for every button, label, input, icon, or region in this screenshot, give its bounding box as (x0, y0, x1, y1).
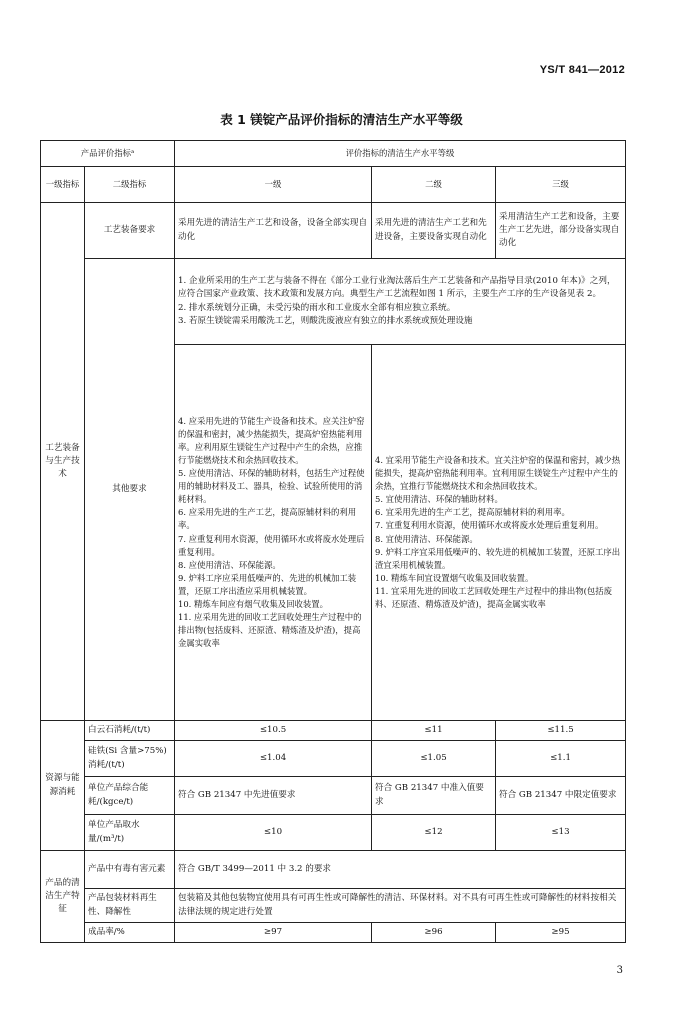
common-requirements (175, 259, 626, 345)
water-level2: ≤12 (372, 815, 496, 851)
list-item: 1. 企业所采用的生产工艺与装备不得在《部分工业行业淘汰落后生产工艺装备和产品指导目录(2010 年本)》之列，应符合国家产业政策、技术政策和发展方向。典型生产工艺流程如图 1 所示，主要生产工序的生产设备见表 2。 (178, 275, 616, 300)
header-level-group: 评价指标的清洁生产水平等级 (175, 141, 626, 167)
list-item: 11. 应采用先进的回收工艺回收处理生产过程中的排出物(包括废料、还原渣、精炼渣及炉渣)，提高金属实收率 (178, 611, 362, 648)
section-resource: 资源与能源消耗 (41, 721, 85, 851)
page-number: 3 (616, 965, 623, 976)
list-item: 11. 宜采用先进的回收工艺回收处理生产过程中的排出物(包括废料、还原渣、精炼渣及炉渣)，提高金属实收率 (375, 585, 612, 609)
section-product: 产品的清洁生产特征 (41, 851, 85, 943)
equip-req-level1: 采用先进的清洁生产工艺和设备，设备全部实现自动化 (175, 203, 372, 259)
yield-level2: ≥96 (372, 923, 496, 943)
energy-level3: 符合 GB 21347 中限定值要求 (496, 777, 626, 815)
list-item: 8. 宜使用清洁、环保能源。 (375, 533, 478, 544)
list-item: 8. 应使用清洁、环保能源。 (178, 559, 281, 570)
clean-production-level-table (40, 140, 626, 943)
header-level1: 一级 (175, 167, 372, 203)
energy-level1: 符合 GB 21347 中先进值要求 (175, 777, 372, 815)
list-item: 9. 炉料工序应采用低噪声的、先进的机械加工装置，还原工序出渣应采用机械装置。 (178, 572, 357, 596)
other-req-label: 其他要求 (85, 259, 175, 721)
header-first-indicator: 一级指标 (41, 167, 85, 203)
header-product-indicator: 产品评价指标ᵃ (41, 141, 175, 167)
list-item: 6. 宜采用先进的生产工艺，提高原辅材料的利用率。 (375, 507, 570, 518)
packaging-value: 包装箱及其他包装物宜使用具有可再生性或可降解性的清洁、环保材料。对不具有可再生性或可降解性的材料按相关法律法规的规定进行处置 (175, 889, 626, 923)
yield-level1: ≥97 (175, 923, 372, 943)
header-level3: 三级 (496, 167, 626, 203)
ferrosilicon-level3: ≤1.1 (496, 741, 626, 777)
list-item: 2. 排水系统划分正确，未受污染的雨水和工业废水全部有相应独立系统。 (178, 302, 456, 313)
yield-label: 成品率/% (85, 923, 175, 943)
water-label: 单位产品取水量/(m³/t) (85, 815, 175, 851)
toxic-value: 符合 GB/T 3499—2011 中 3.2 的要求 (175, 851, 626, 889)
other-req-level2-3 (372, 345, 626, 721)
header-level2: 二级 (372, 167, 496, 203)
list-item: 10. 精炼车间应有烟气收集及回收装置。 (178, 598, 328, 609)
list-item: 5. 宜使用清洁、环保的辅助材料。 (375, 494, 503, 505)
table-caption: 表 1 镁锭产品评价指标的清洁生产水平等级 (220, 112, 463, 127)
water-level1: ≤10 (175, 815, 372, 851)
list-item: 4. 宜采用节能生产设备和技术。宜关注炉窑的保温和密封，减少热能损失，提高炉窑热能利用率。宜利用原生镁锭生产过程中产生的余热，宜推行节能燃烧技术和余热回收技术。 (375, 455, 621, 492)
dolomite-level3: ≤11.5 (496, 721, 626, 741)
list-item: 6. 应采用先进的生产工艺，提高原辅材料的利用率。 (178, 507, 357, 531)
water-level3: ≤13 (496, 815, 626, 851)
section-tech: 工艺装备与生产技术 (41, 203, 85, 721)
ferrosilicon-level2: ≤1.05 (372, 741, 496, 777)
ferrosilicon-label: 硅铁(Si 含量>75%)消耗/(t/t) (85, 741, 175, 777)
list-item: 7. 宜重复利用水资源，使用循环水或将废水处理后重复利用。 (375, 520, 604, 531)
packaging-label: 产品包装材料再生性、降解性 (85, 889, 175, 923)
equip-req-label: 工艺装备要求 (85, 203, 175, 259)
toxic-label: 产品中有毒有害元素 (85, 851, 175, 889)
other-req-level1 (175, 345, 372, 721)
dolomite-label: 白云石消耗/(t/t) (85, 721, 175, 741)
energy-level2: 符合 GB 21347 中准入值要求 (372, 777, 496, 815)
dolomite-level1: ≤10.5 (175, 721, 372, 741)
list-item: 9. 炉料工序宜采用低噪声的、较先进的机械加工装置，还原工序出渣宜采用机械装置。 (375, 546, 621, 570)
list-item: 7. 应重复利用水资源，使用循环水或将废水处理后重复利用。 (178, 533, 365, 557)
list-item: 10. 精炼车间宜设置烟气收集及回收装置。 (375, 572, 534, 583)
ferrosilicon-level1: ≤1.04 (175, 741, 372, 777)
yield-level3: ≥95 (496, 923, 626, 943)
dolomite-level2: ≤11 (372, 721, 496, 741)
list-item: 4. 应采用先进的节能生产设备和技术。应关注炉窑的保温和密封，减少热能损失，提高炉窑热能利用率。应利用原生镁锭生产过程中产生的余热，应推行节能燃烧技术和余热回收技术。 (178, 416, 365, 466)
header-second-indicator: 二级指标 (85, 167, 175, 203)
list-item: 5. 应使用清洁、环保的辅助材料，包括生产过程使用的辅助材料及工、器具，检验、试验所使用的消耗材料。 (178, 468, 365, 505)
list-item: 3. 若原生镁锭需采用酸洗工艺，则酸洗废液应有独立的排水系统或预处理设施 (178, 315, 473, 326)
energy-label: 单位产品综合能耗/(kgce/t) (85, 777, 175, 815)
equip-req-level2: 采用先进的清洁生产工艺和先进设备，主要设备实现自动化 (372, 203, 496, 259)
equip-req-level3: 采用清洁生产工艺和设备，主要生产工艺先进，部分设备实现自动化 (496, 203, 626, 259)
standard-number: YS/T 841—2012 (539, 64, 625, 76)
